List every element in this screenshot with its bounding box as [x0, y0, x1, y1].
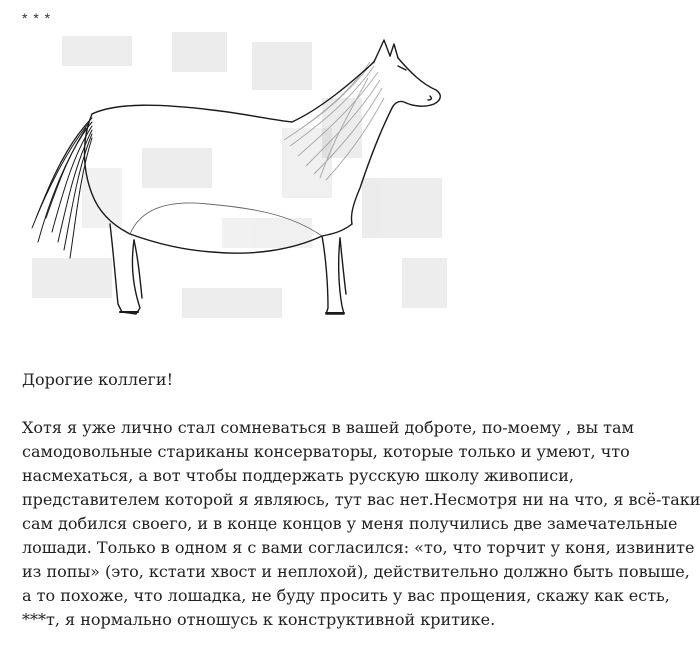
letter-line: сам добился своего, и в конце концов у меня получились две замечательные — [22, 514, 678, 533]
horse-drawing-image — [22, 28, 454, 334]
letter-body — [22, 416, 700, 632]
letter-line: ***т, я нормально отношусь к конструктивной критике. — [22, 610, 496, 629]
letter-line: Хотя я уже лично стал сомневаться в вашей доброте, по-моему , вы там — [22, 418, 634, 437]
letter-line: представителем которой я являюсь, тут вас нет.Несмотря ни на что, я всё-таки — [22, 490, 700, 509]
section-separator: * * * — [22, 10, 52, 26]
letter-greeting: Дорогие коллеги! — [22, 370, 174, 389]
letter-line: самодовольные стариканы консерваторы, которые только и умеют, что — [22, 442, 630, 461]
letter-line: из попы» (это, кстати хвост и неплохой), действительно должно быть повыше, — [22, 562, 690, 581]
horse-sketch-svg — [22, 28, 454, 334]
letter-line: лошади. Только в одном я с вами согласился: «то, что торчит у коня, извините — [22, 538, 695, 557]
letter-line: а то похоже, что лошадка, не буду просить у вас прощения, скажу как есть, — [22, 586, 670, 605]
letter-line: насмехаться, а вот чтобы поддержать русскую школу живописи, — [22, 466, 575, 485]
